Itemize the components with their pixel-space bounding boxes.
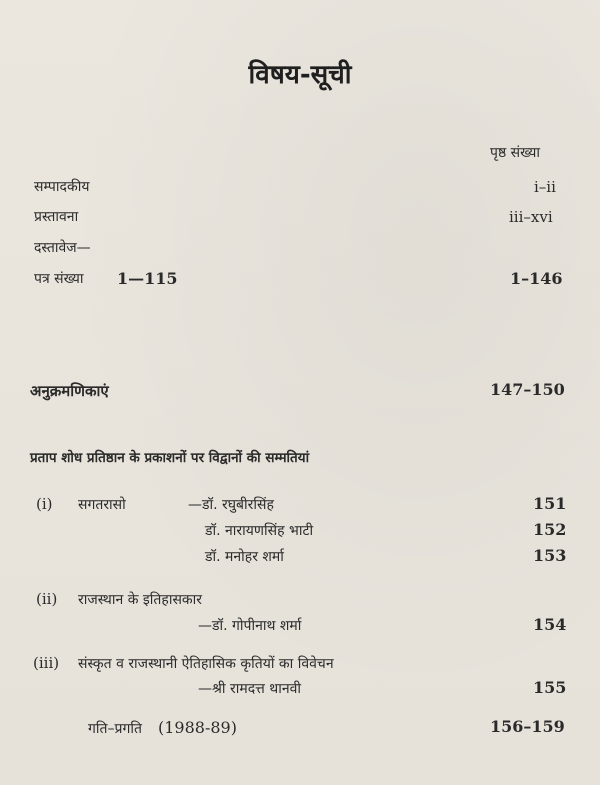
- entry-label-preface: प्रस्तावना: [34, 209, 79, 225]
- page-number-header: पृष्ठ संख्या: [490, 145, 541, 161]
- reviewer-page: 155: [533, 678, 567, 697]
- progress-label: गति–प्रगति: [88, 721, 142, 737]
- progress-pages: 156–159: [490, 717, 565, 736]
- opinions-heading: प्रताप शोध प्रतिष्ठान के प्रकाशनों पर विद्वानों की सम्मतियां: [30, 450, 310, 466]
- letters-pages: 1–146: [510, 269, 563, 288]
- reviewer-name: डॉ. नारायणसिंह भाटी: [205, 523, 314, 539]
- reviewer-name: —डॉ. रघुबीरसिंह: [188, 497, 274, 513]
- entry-label-documents: दस्तावेज—: [34, 240, 91, 256]
- reviewer-name: —डॉ. गोपीनाथ शर्मा: [198, 618, 302, 634]
- opinion-work: सगतरासो: [78, 497, 126, 513]
- reviewer-page: 153: [533, 546, 567, 565]
- progress-years: (1988-89): [158, 718, 237, 737]
- indexes-label: अनुक्रमणिकाएं: [30, 382, 109, 400]
- entry-pages-editorial: i–ii: [534, 178, 556, 196]
- page-title: विषय-सूची: [248, 60, 352, 90]
- opinion-work: राजस्थान के इतिहासकार: [78, 592, 203, 608]
- letters-range: 1—115: [117, 269, 178, 288]
- opinion-work: संस्कृत व राजस्थानी ऐतिहासिक कृतियों का विवेचन: [78, 656, 334, 672]
- opinion-marker: (i): [36, 495, 53, 513]
- entry-label-editorial: सम्पादकीय: [34, 179, 90, 195]
- letters-label: पत्र संख्या: [34, 271, 84, 287]
- reviewer-page: 154: [533, 615, 567, 634]
- opinion-marker: (iii): [33, 654, 60, 672]
- reviewer-page: 151: [533, 494, 567, 513]
- reviewer-page: 152: [533, 520, 567, 539]
- entry-pages-preface: iii–xvi: [509, 208, 553, 226]
- reviewer-name: डॉ. मनोहर शर्मा: [205, 549, 284, 565]
- reviewer-name: —श्री रामदत्त थानवी: [198, 681, 302, 697]
- indexes-pages: 147–150: [490, 380, 565, 399]
- opinion-marker: (ii): [36, 590, 58, 608]
